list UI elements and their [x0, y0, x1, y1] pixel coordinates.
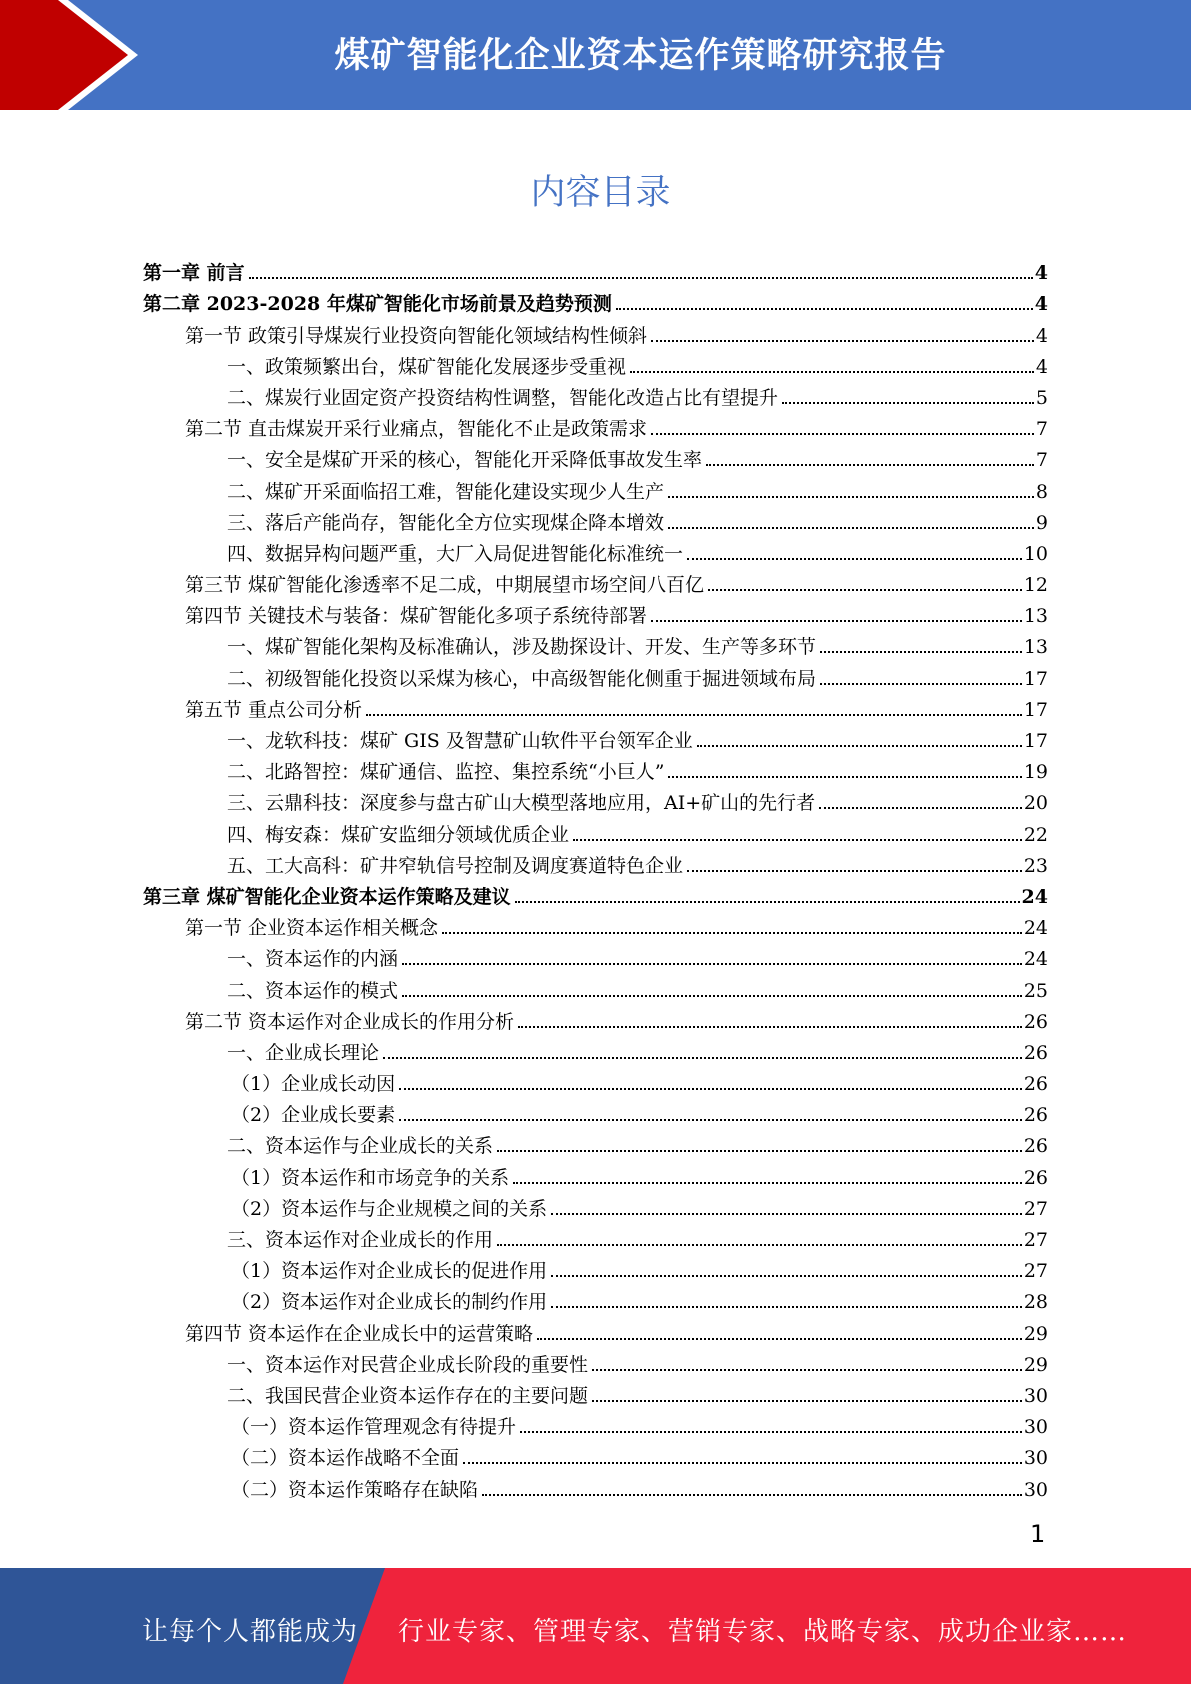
toc-dot-leader [518, 1026, 1022, 1028]
toc-entry-title: （一）资本运作管理观念有待提升 [231, 1416, 517, 1439]
toc-entry[interactable] [143, 535, 1048, 566]
toc-entry[interactable] [143, 691, 1048, 722]
toc-dot-leader [442, 932, 1022, 934]
toc-entry-page: 5 [1035, 386, 1048, 409]
toc-entry-page: 9 [1035, 511, 1048, 534]
toc-entry-page: 17 [1023, 730, 1048, 752]
toc-entry[interactable] [143, 1252, 1048, 1283]
toc-dot-leader [399, 1119, 1022, 1121]
toc-dot-leader [402, 963, 1022, 965]
toc-entry-page: 23 [1023, 854, 1048, 877]
toc-entry[interactable] [143, 348, 1048, 379]
toc-dot-leader [402, 995, 1022, 997]
toc-entry-title: 五、工大高科：矿井窄轨信号控制及调度赛道特色企业 [227, 854, 684, 877]
toc-entry-title: 三、云鼎科技：深度参与盘古矿山大模型落地应用，AI+矿山的先行者 [227, 792, 816, 815]
toc-dot-leader [249, 277, 1033, 279]
toc-entry[interactable] [143, 472, 1048, 503]
toc-entry[interactable] [143, 878, 1048, 909]
toc-entry-page: 26 [1023, 1073, 1048, 1096]
toc-entry[interactable] [143, 1158, 1048, 1189]
toc-entry[interactable] [143, 597, 1048, 628]
toc-entry-title: 第一节 政策引导煤炭行业投资向智能化领域结构性倾斜 [185, 324, 648, 347]
toc-dot-leader [820, 683, 1022, 685]
report-title: 煤矿智能化企业资本运作策略研究报告 [334, 36, 947, 76]
footer-band [0, 1568, 1191, 1684]
toc-entry-title: 三、落后产能尚存，智能化全方位实现煤企降本增效 [227, 511, 665, 534]
toc-entry[interactable] [143, 379, 1048, 410]
toc-entry-title: （二）资本运作策略存在缺陷 [231, 1478, 479, 1501]
toc-entry-page: 4 [1035, 324, 1048, 347]
toc-dot-leader [651, 433, 1034, 435]
toc-entry-page: 12 [1023, 574, 1048, 597]
toc-entry-page: 26 [1023, 1104, 1048, 1127]
toc-entry-title: 第二章 2023-2028 年煤矿智能化市场前景及趋势预测 [143, 293, 612, 316]
toc-entry-title: 第五节 重点公司分析 [185, 698, 363, 721]
toc-entry-title: 第一章 前言 [143, 262, 245, 285]
toc-entry-title: 第二节 直击煤炭开采行业痛点，智能化不止是政策需求 [185, 418, 648, 441]
toc-entry-page: 17 [1023, 667, 1048, 690]
toc-entry[interactable] [143, 659, 1048, 690]
toc-entry-title: （二）资本运作战略不全面 [231, 1447, 460, 1470]
toc-entry[interactable] [143, 1408, 1048, 1439]
toc-dot-leader [497, 1150, 1022, 1152]
toc-entry-page: 30 [1023, 1447, 1048, 1470]
toc-dot-leader [697, 745, 1022, 747]
toc-entry-title: 三、资本运作对企业成长的作用 [227, 1229, 494, 1251]
toc-dot-leader [573, 839, 1022, 841]
toc-entry-page: 30 [1023, 1478, 1048, 1501]
toc-entry-page: 17 [1023, 698, 1048, 721]
toc-entry-title: 第四节 资本运作在企业成长中的运营策略 [185, 1322, 534, 1345]
toc-entry-page: 20 [1023, 792, 1048, 815]
toc-entry-title: 一、资本运作对民营企业成长阶段的重要性 [227, 1353, 589, 1376]
toc-dot-leader [651, 620, 1022, 622]
toc-entry-title: 一、安全是煤矿开采的核心，智能化开采降低事故发生率 [227, 449, 703, 472]
toc-entry-page: 28 [1023, 1291, 1048, 1314]
toc-entry[interactable] [143, 1377, 1048, 1408]
toc-dot-leader [551, 1306, 1022, 1308]
toc-dot-leader [497, 1244, 1022, 1246]
toc-entry-title: 二、资本运作与企业成长的关系 [227, 1135, 494, 1158]
toc-entry[interactable] [143, 316, 1048, 347]
toc-dot-leader [708, 589, 1022, 591]
toc-entry-page: 19 [1023, 761, 1048, 784]
toc-entry[interactable] [143, 1283, 1048, 1314]
toc-dot-leader [819, 807, 1022, 809]
footer-slogan-left: 让每个人都能成为 [142, 1617, 359, 1647]
toc-entry[interactable] [143, 1314, 1048, 1345]
toc-entry-title: 第四节 关键技术与装备：煤矿智能化多项子系统待部署 [185, 605, 648, 628]
toc-entry-title: 一、资本运作的内涵 [227, 948, 399, 971]
toc-entry-title: 一、煤矿智能化架构及标准确认，涉及勘探设计、开发、生产等多环节 [227, 636, 817, 659]
toc-entry-title: 第一节 企业资本运作相关概念 [185, 917, 439, 940]
toc-entry[interactable] [143, 784, 1048, 815]
toc-entry[interactable] [143, 1034, 1048, 1065]
toc-entry[interactable] [143, 815, 1048, 846]
toc-entry-page: 26 [1023, 1010, 1048, 1033]
toc-entry-page: 27 [1023, 1197, 1048, 1220]
toc-entry[interactable] [143, 1470, 1048, 1501]
toc-entry-page: 24 [1023, 948, 1048, 971]
toc-entry-page: 13 [1023, 636, 1048, 659]
toc-heading: 内容目录 [530, 173, 671, 213]
toc-entry-page: 24 [1023, 917, 1048, 940]
toc-entry-page: 29 [1023, 1353, 1048, 1376]
toc-entry-page: 22 [1023, 823, 1048, 846]
toc-entry[interactable] [143, 753, 1048, 784]
toc-dot-leader [706, 464, 1034, 466]
toc-entry[interactable] [143, 722, 1048, 753]
toc-entry-page: 30 [1023, 1416, 1048, 1439]
toc-entry[interactable] [143, 1346, 1048, 1377]
page-number: 1 [1030, 1520, 1046, 1548]
toc-entry-title: 第二节 资本运作对企业成长的作用分析 [185, 1010, 515, 1033]
toc-dot-leader [592, 1369, 1022, 1371]
report-header-band [0, 0, 1191, 110]
toc-dot-leader [668, 496, 1034, 498]
toc-entry-page: 8 [1035, 480, 1048, 503]
toc-entry-title: （2）企业成长要素 [231, 1104, 396, 1127]
toc-entry[interactable] [143, 1065, 1048, 1096]
toc-entry-page: 24 [1021, 885, 1048, 908]
toc-entry[interactable] [143, 1439, 1048, 1470]
toc-entry-page: 10 [1023, 542, 1048, 565]
toc-entry-title: 二、资本运作的模式 [227, 979, 399, 1002]
toc-entry-title: 二、煤炭行业固定资产投资结构性调整，智能化改造占比有望提升 [227, 386, 779, 409]
toc-dot-leader [383, 1057, 1022, 1059]
toc-entry-page: 26 [1023, 1166, 1048, 1189]
toc-entry-page: 4 [1035, 355, 1048, 378]
toc-entry[interactable] [143, 410, 1048, 441]
toc-entry[interactable] [143, 254, 1048, 285]
toc-dot-leader [630, 371, 1034, 373]
toc-entry[interactable] [143, 1096, 1048, 1127]
toc-entry-title: 四、数据异构问题严重，大厂入局促进智能化标准统一 [227, 542, 684, 565]
toc-dot-leader [651, 340, 1034, 342]
toc-entry-page: 25 [1023, 979, 1048, 1002]
toc-entry-title: 二、我国民营企业资本运作存在的主要问题 [227, 1384, 589, 1407]
toc-dot-leader [551, 1275, 1022, 1277]
toc-entry-title: （1）资本运作对企业成长的促进作用 [231, 1260, 548, 1283]
toc-entry[interactable] [143, 940, 1048, 971]
toc-dot-leader [537, 1338, 1022, 1340]
toc-dot-leader [687, 870, 1022, 872]
toc-entry[interactable] [143, 971, 1048, 1002]
toc-entry-title: 二、北路智控：煤矿通信、监控、集控系统“小巨人” [227, 761, 665, 784]
toc-entry-title: 二、煤矿开采面临招工难，智能化建设实现少人生产 [227, 480, 665, 503]
toc-entry[interactable] [143, 566, 1048, 597]
toc-entry-page: 26 [1023, 1041, 1048, 1064]
toc-dot-leader [399, 1088, 1022, 1090]
toc-entry-page: 30 [1023, 1384, 1048, 1407]
toc-entry[interactable] [143, 628, 1048, 659]
toc-entry-title: （1）资本运作和市场竞争的关系 [231, 1166, 510, 1189]
toc-entry-page: 4 [1034, 262, 1048, 285]
table-of-contents [143, 254, 1048, 1502]
toc-entry-title: 第三章 煤矿智能化企业资本运作策略及建议 [143, 885, 511, 908]
footer-slogan-right: 行业专家、管理专家、营销专家、战略专家、成功企业家…… [398, 1617, 1128, 1647]
toc-dot-leader [687, 558, 1022, 560]
toc-entry[interactable] [143, 441, 1048, 472]
toc-dot-leader [515, 901, 1020, 903]
toc-dot-leader [513, 1182, 1022, 1184]
toc-entry-title: 第三节 煤矿智能化渗透率不足二成，中期展望市场空间八百亿 [185, 574, 705, 597]
toc-entry[interactable] [143, 1190, 1048, 1221]
toc-entry-title: 一、企业成长理论 [227, 1041, 380, 1064]
toc-dot-leader [551, 1213, 1022, 1215]
toc-entry-page: 7 [1035, 449, 1048, 472]
toc-entry-page: 7 [1035, 418, 1048, 441]
toc-entry[interactable] [143, 1221, 1048, 1252]
toc-entry-page: 13 [1023, 605, 1048, 628]
toc-dot-leader [668, 527, 1034, 529]
toc-entry[interactable] [143, 1003, 1048, 1034]
toc-entry-title: 一、龙软科技：煤矿 GIS 及智慧矿山软件平台领军企业 [227, 730, 693, 752]
toc-entry-title: （1）企业成长动因 [231, 1073, 396, 1096]
toc-entry[interactable] [143, 285, 1048, 316]
toc-entry-title: （2）资本运作与企业规模之间的关系 [231, 1197, 548, 1220]
toc-entry-title: 二、初级智能化投资以采煤为核心，中高级智能化侧重于掘进领域布局 [227, 667, 817, 690]
toc-dot-leader [668, 776, 1021, 778]
toc-dot-leader [592, 1400, 1022, 1402]
toc-entry[interactable] [143, 504, 1048, 535]
toc-dot-leader [782, 402, 1034, 404]
toc-entry-page: 26 [1023, 1135, 1048, 1158]
toc-entry[interactable] [143, 847, 1048, 878]
toc-entry[interactable] [143, 1127, 1048, 1158]
toc-dot-leader [520, 1431, 1022, 1433]
toc-entry-page: 4 [1034, 293, 1048, 316]
toc-entry-title: 一、政策频繁出台，煤矿智能化发展逐步受重视 [227, 355, 627, 378]
toc-entry-page: 29 [1023, 1322, 1048, 1345]
toc-dot-leader [820, 651, 1022, 653]
toc-entry-title: 四、梅安森：煤矿安监细分领域优质企业 [227, 823, 570, 846]
toc-entry-page: 27 [1023, 1260, 1048, 1283]
toc-dot-leader [366, 714, 1022, 716]
toc-dot-leader [463, 1462, 1022, 1464]
toc-entry-title: （2）资本运作对企业成长的制约作用 [231, 1291, 548, 1314]
toc-entry[interactable] [143, 909, 1048, 940]
toc-dot-leader [616, 308, 1033, 310]
toc-entry-page: 27 [1023, 1229, 1048, 1251]
toc-dot-leader [482, 1494, 1022, 1496]
